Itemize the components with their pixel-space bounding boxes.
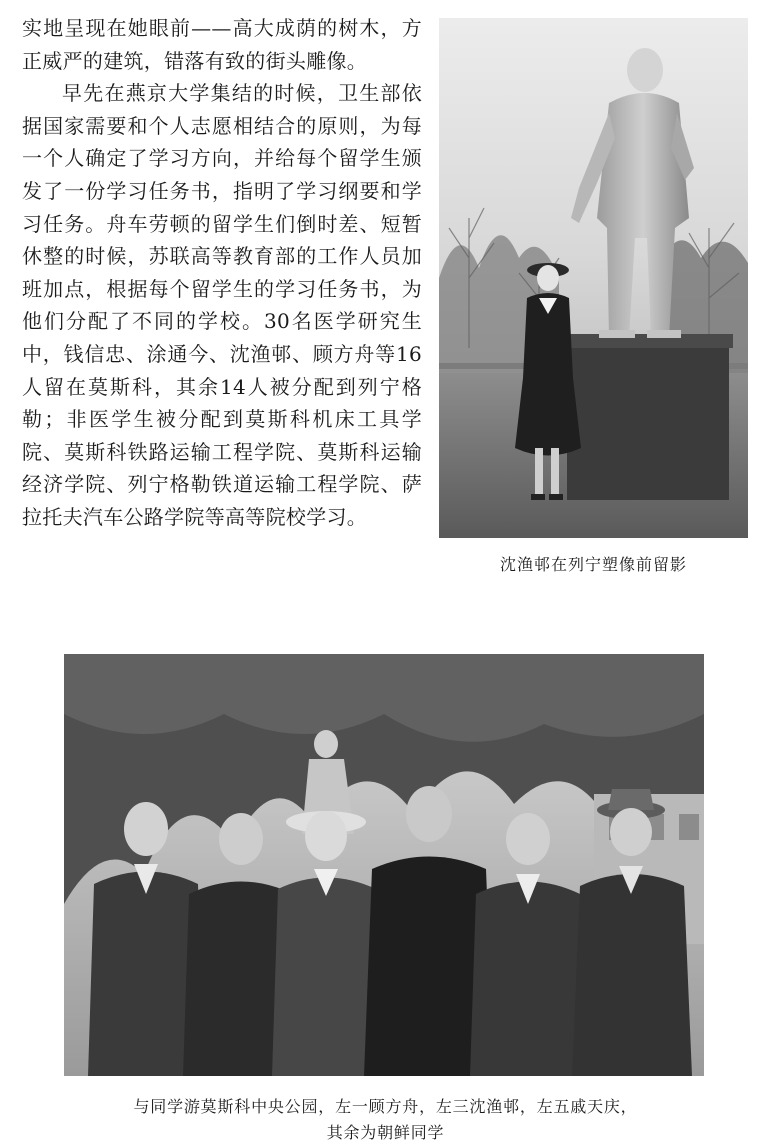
body-paragraph-1: 实地呈现在她眼前——高大成荫的树木，方正威严的建筑，错落有致的街头雕像。 xyxy=(22,16,422,73)
group-photo xyxy=(64,654,704,1076)
group-photo-caption xyxy=(40,1094,731,1146)
group-photo-caption-line-1: 与同学游莫斯科中央公园，左一顾方舟，左三沈渔邨，左五戚天庆， xyxy=(133,1097,638,1116)
statue-photo xyxy=(439,18,748,538)
group-photo-image xyxy=(64,654,704,1076)
statue-photo-caption: 沈渔邨在列宁塑像前留影 xyxy=(499,555,687,574)
body-paragraph-2: 早先在燕京大学集结的时候，卫生部依据国家需要和个人志愿相结合的原则，为每一个人确定了学习方向，并给每个留学生颁发了一份学习任务书，指明了学习纲要和学习任务。舟车劳顿的留学生们倒时差、短暂休整的时候，苏联高等教育部的工作人员加班加点，根据每个留学生的学习任务书，为他们分配了不同的学校。30名医学研究生中，钱信忠、涂通今、沈渔邨、顾方舟等16人留在莫斯科，其余14人被分配到列宁格勒；非医学生被分配到莫斯科机床工具学院、莫斯科铁路运输工程学院、莫斯科运输经济学院、列宁格勒铁道运输工程学院、萨拉托夫汽车公路学院等高等院校学习。 xyxy=(22,81,422,529)
statue-photo-image xyxy=(439,18,748,538)
group-photo-caption-line-2: 其余为朝鲜同学 xyxy=(326,1123,445,1142)
body-text-column xyxy=(22,12,422,534)
